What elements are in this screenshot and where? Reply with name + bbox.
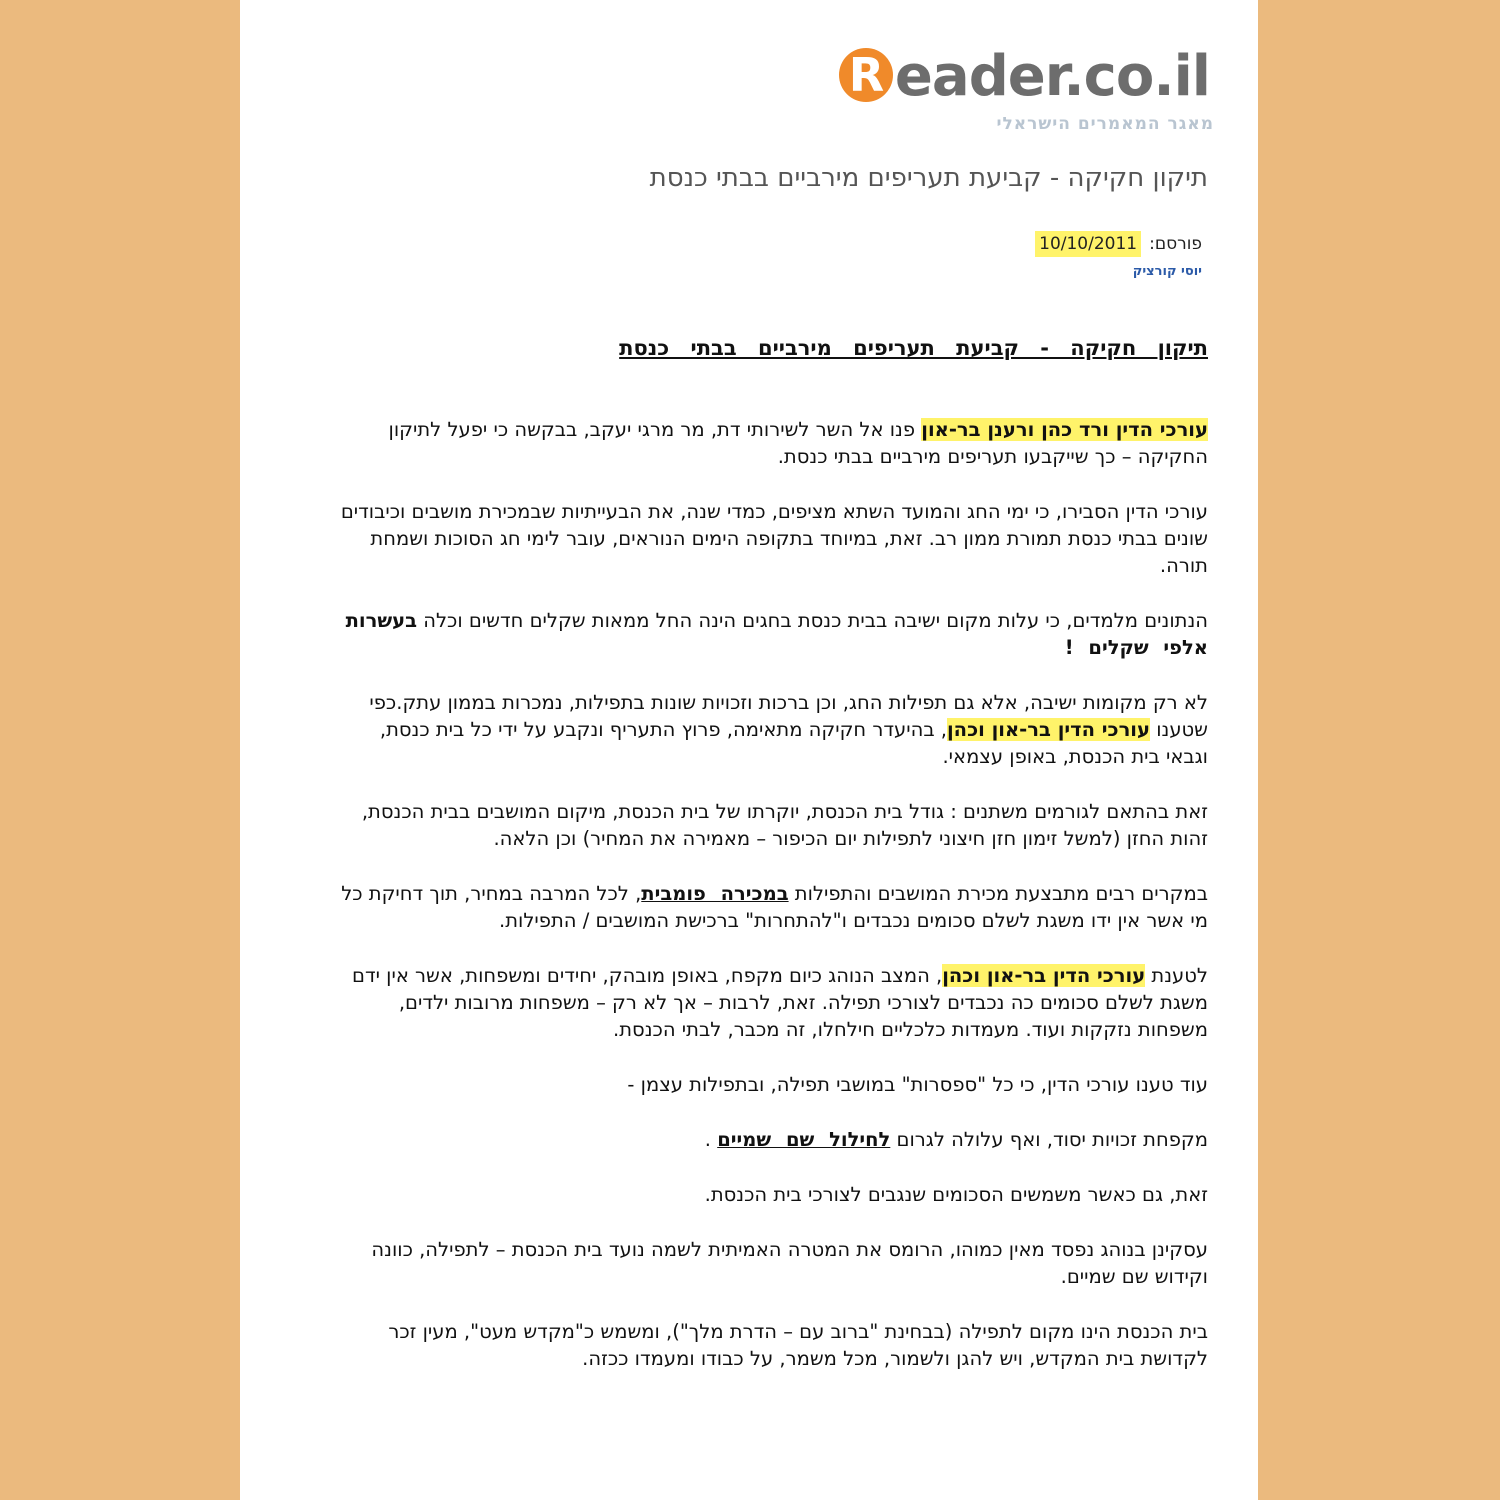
paragraph-3 <box>336 607 1208 661</box>
paragraph-11: עסקינן בנוהג נפסד מאין כמוהו, הרומס את המטרה האמיתית לשמה נועד בית הכנסת – לתפילה, כוונה וקידוש שם שמיים. <box>371 1238 1208 1288</box>
logo-text: eader.co.il <box>894 44 1210 109</box>
paragraph-6 <box>336 880 1208 934</box>
article-heading: תיקון חקיקה - קביעת תעריפים מירביים בבתי כנסת <box>619 336 1208 360</box>
underlined-phrase: במכירה פומבית <box>641 882 789 905</box>
paragraph-2: עורכי הדין הסבירו, כי ימי החג והמועד השתא מציפים, כמדי שנה, את הבעייתיות שבמכירת מושבים וכיבודים שונים בבתי כנסת תמורת ממון רב. זאת, במיוחד בתקופה הימים הנוראים, עובר לימי חג הסוכות ושמחת תורה. <box>340 500 1208 577</box>
paragraph-9 <box>336 1126 1208 1153</box>
paragraph-text: , לכל המרבה במחיר, תוך דחיקת כל מי אשר אין ידו משגת לשלם סכומים נכבדים ו"להתחרות" ברכישת המושבים / התפילות. <box>341 882 1208 932</box>
paragraph-text: לא רק מקומות ישיבה, אלא גם תפילות החג, וכן ברכות וזכויות שונות בתפילות, נמכרות בממון עתק.כפי שטענו <box>369 691 1208 741</box>
paragraph-text: , בהיעדר חקיקה מתאימה, פרוץ התעריף ונקבע על ידי כל בית כנסת, וגבאי בית הכנסת, באופן עצמאי. <box>379 718 1208 768</box>
article-body <box>336 416 1208 1400</box>
paragraph-8: עוד טענו עורכי הדין, כי כל "ספסרות" במושבי תפילה, ובתפילות עצמן - <box>627 1073 1208 1096</box>
paragraph-1 <box>336 416 1208 470</box>
paragraph-10: זאת, גם כאשר משמשים הסכומים שנגבים לצורכי בית הכנסת. <box>704 1183 1208 1206</box>
paragraph-5: זאת בהתאם לגורמים משתנים : גודל בית הכנסת, יוקרתו של בית הכנסת, מיקום המושבים בבית הכנסת, זהות החזן (למשל זימון חזן חיצוני לתפילות יום הכיפור – מאמירה את המחיר) וכן הלאה. <box>361 800 1208 850</box>
bold-phrase: בעשרות אלפי שקלים ! <box>345 609 1208 659</box>
paragraph-text: מקפחת זכויות יסוד, ואף עלולה לגרום <box>890 1128 1208 1151</box>
paragraph-text: הנתונים מלמדים, כי עלות מקום ישיבה בבית כנסת בחגים הינה החל ממאות שקלים חדשים וכלה <box>417 609 1208 632</box>
highlight-lawyers: עורכי הדין ורד כהן ורענן בר-און <box>921 418 1208 441</box>
paragraph-12: בית הכנסת הינו מקום לתפילה (בבחינת "ברוב עם – הדרת מלך"), ומשמש כ"מקדש מעט", מעין זכר לקדושת בית המקדש, ויש להגן ולשמור, מכל משמר, על כבודו ומעמדו ככזה. <box>388 1320 1208 1370</box>
paragraph-text: פנו אל השר לשירותי דת, מר מרגי יעקב, בבקשה כי יפעל לתיקון החקיקה – כך שייקבעו תעריפים מירביים בבתי כנסת. <box>388 418 1208 468</box>
published-date: 10/10/2011 <box>1035 231 1141 257</box>
paragraph-4 <box>336 689 1208 770</box>
published-line <box>1035 234 1202 254</box>
paragraph-text: . <box>704 1128 718 1151</box>
site-logo[interactable] <box>839 42 1210 112</box>
logo-r-icon: R <box>839 48 893 102</box>
paragraph-text: , המצב הנוהג כיום מקפח, באופן מובהק, יחידים ומשפחות, אשר אין ידם משגת לשלם סכומים כה נכבדים לצורכי תפילה. זאת, לרבות – אך לא רק – משפחות מרובות ילדים, משפחות נזקקות ועוד. מעמדות כלכליים חילחלו, זה מכבר, לבתי הכנסת. <box>352 964 1208 1041</box>
highlight-lawyers: עורכי הדין בר-און וכהן <box>946 718 1150 741</box>
page-title: תיקון חקיקה - קביעת תעריפים מירביים בבתי כנסת <box>649 163 1208 193</box>
paragraph-7 <box>336 962 1208 1043</box>
highlight-lawyers: עורכי הדין בר-און וכהן <box>942 964 1146 987</box>
underlined-phrase: לחילול שם שמיים <box>717 1128 891 1151</box>
paragraph-text: לטענת <box>1145 964 1208 987</box>
published-label: פורסם: <box>1149 234 1202 254</box>
paragraph-text: במקרים רבים מתבצעת מכירת המושבים והתפילות <box>788 882 1208 905</box>
document-page <box>240 0 1258 1500</box>
site-tagline: מאגר המאמרים הישראלי <box>996 114 1214 134</box>
author-link[interactable]: יוסי קורציק <box>1132 264 1202 279</box>
